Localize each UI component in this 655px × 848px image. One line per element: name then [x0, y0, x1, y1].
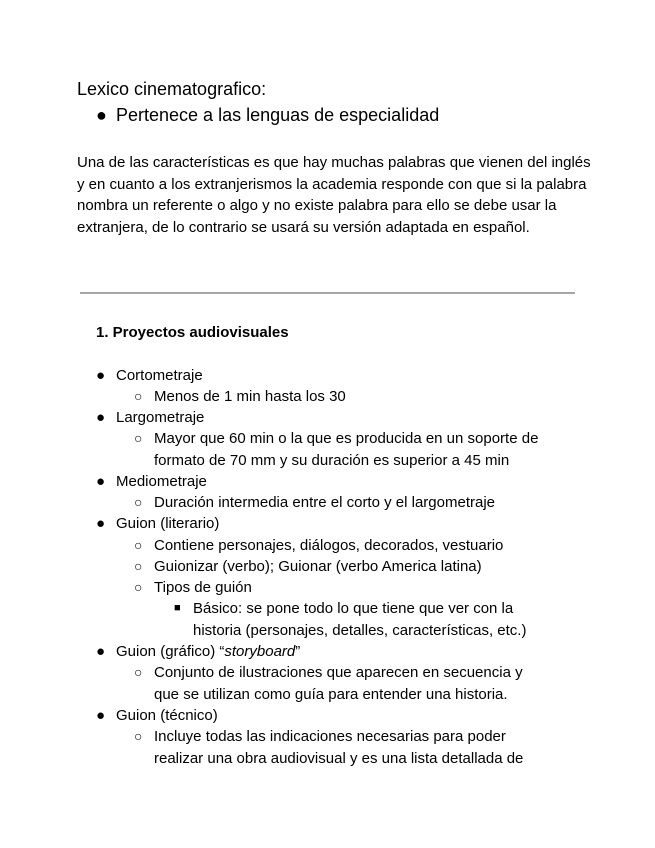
- list-subitem: Incluye todas las indicaciones necesarias para poder: [154, 728, 506, 745]
- list-item-guion-literario: Guion (literario): [116, 515, 220, 532]
- list-subitem-continued: realizar una obra audiovisual y es una lista detallada de: [154, 750, 524, 767]
- bullet-circle: ○: [134, 664, 143, 680]
- bullet-square: ■: [174, 602, 181, 614]
- bullet-dot: ●: [96, 409, 106, 426]
- list-subitem: Tipos de guión: [154, 579, 252, 596]
- bullet-dot: ●: [96, 105, 107, 125]
- list-item-guion-tecnico: Guion (técnico): [116, 707, 218, 724]
- top-bullet-item: [96, 104, 439, 126]
- list-subitem: Conjunto de ilustraciones que aparecen en secuencia y: [154, 664, 523, 681]
- list-item-guion-grafico: [116, 641, 300, 662]
- list-item-cortometraje: Cortometraje: [116, 367, 203, 384]
- horizontal-divider: [80, 292, 575, 294]
- list-subitem: Mayor que 60 min o la que es producida en un soporte de: [154, 430, 539, 447]
- list-subitem-continued: que se utilizan como guía para entender una historia.: [154, 686, 508, 703]
- list-subitem: Guionizar (verbo); Guionar (verbo America latina): [154, 558, 482, 575]
- list-subitem: Menos de 1 min hasta los 30: [154, 388, 346, 405]
- bullet-dot: ●: [96, 473, 106, 490]
- list-subitem: Duración intermedia entre el corto y el largometraje: [154, 494, 495, 511]
- bullet-circle: ○: [134, 537, 143, 553]
- bullet-circle: ○: [134, 494, 143, 510]
- bullet-circle: ○: [134, 430, 143, 446]
- list-subitem-continued: formato de 70 mm y su duración es superior a 45 min: [154, 452, 510, 469]
- list-subitem: Contiene personajes, diálogos, decorados, vestuario: [154, 537, 504, 554]
- bullet-circle: ○: [134, 579, 143, 595]
- bullet-dot: ●: [96, 707, 106, 724]
- guion-grafico-suffix: ”: [295, 643, 301, 660]
- guion-grafico-prefix: Guion (gráfico) “: [116, 643, 225, 660]
- bullet-dot: ●: [96, 367, 106, 384]
- section-heading: 1. Proyectos audiovisuales: [96, 324, 289, 341]
- bullet-dot: ●: [96, 643, 106, 660]
- bullet-dot: ●: [96, 515, 106, 532]
- list-item-mediometraje: Mediometraje: [116, 473, 207, 490]
- list-subsubitem-continued: historia (personajes, detalles, características, etc.): [193, 622, 527, 639]
- bullet-circle: ○: [134, 558, 143, 574]
- list-subsubitem: Básico: se pone todo lo que tiene que ver con la: [193, 600, 514, 617]
- list-item-largometraje: Largometraje: [116, 409, 205, 426]
- storyboard-term: storyboard: [224, 643, 296, 660]
- page-title: Lexico cinematografico:: [77, 79, 267, 99]
- bullet-circle: ○: [134, 728, 143, 744]
- top-bullet-text: Pertenece a las lenguas de especialidad: [116, 105, 440, 125]
- intro-paragraph: Una de las características es que hay muchas palabras que vienen del inglés y en cuanto a los extranjerismos la academia responde con que si la palabra nombra un referente o algo y no existe palabra para ello se debe usar la extranjera, de lo contrario se usará su versión adaptada en español.: [77, 154, 591, 236]
- bullet-circle: ○: [134, 388, 143, 404]
